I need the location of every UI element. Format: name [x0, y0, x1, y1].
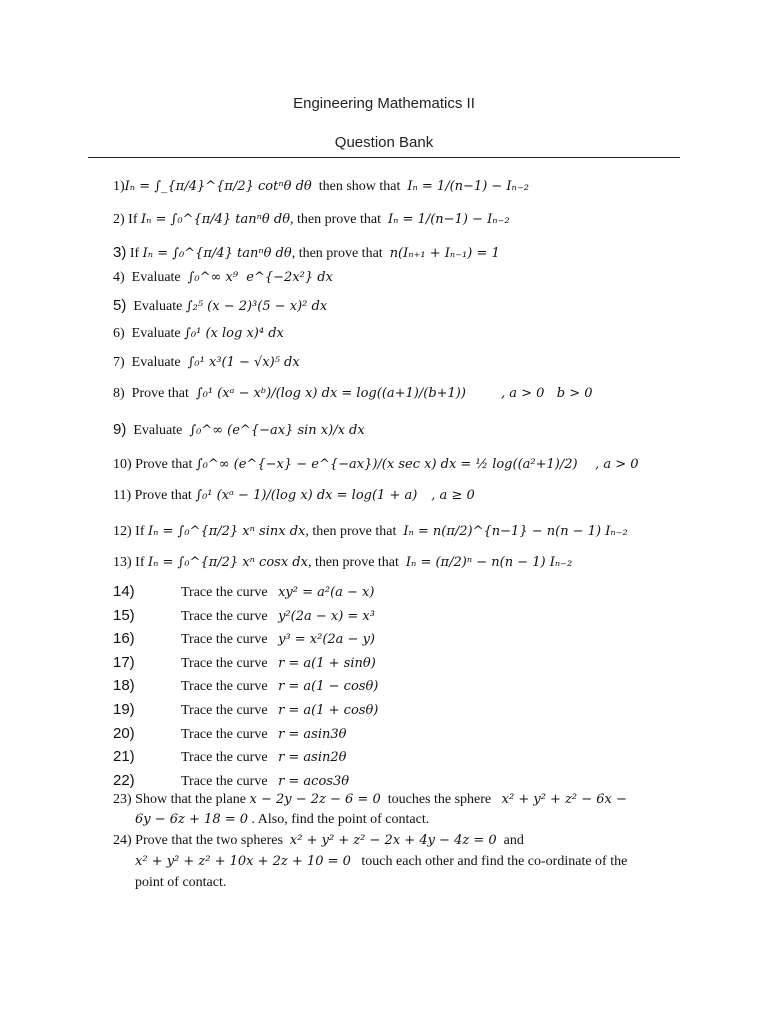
question-21 [113, 747, 346, 768]
question-18 [113, 676, 378, 697]
question-7 [113, 353, 673, 373]
question-13 [113, 553, 673, 573]
trace-label: Trace the curve [181, 774, 268, 789]
math-expression: Iₙ = ∫₀^{π/4} tanⁿθ dθ [142, 246, 292, 261]
question-text: Prove that [124, 386, 196, 401]
sphere-equation: x² + y² + z² − 6x − [501, 792, 627, 807]
spacer [268, 679, 279, 694]
spacer [268, 609, 279, 624]
math-expression: Iₙ = ∫₀^{π/4} tanⁿθ dθ [141, 212, 291, 227]
question-number: 2) [113, 212, 125, 227]
math-expression: Iₙ = ∫₀^{π/2} xⁿ sinx dx [148, 524, 306, 539]
question-number: 5) [113, 297, 127, 314]
question-2 [113, 210, 673, 230]
question-number: 19) [113, 701, 135, 718]
question-text: then show that [311, 179, 408, 194]
question-text: , then prove that [291, 246, 390, 261]
math-expression: Iₙ = ∫₀^{π/2} xⁿ cosx dx [148, 555, 308, 570]
math-expression: n(Iₙ₊₁ + Iₙ₋₁) = 1 [389, 246, 500, 261]
question-number: 13) [113, 555, 132, 570]
question-number: 18) [113, 677, 135, 694]
question-text: Prove that [131, 488, 196, 503]
curve-equation: y²(2a − x) = x³ [278, 609, 375, 624]
spacer [268, 750, 279, 765]
question-number: 7) [113, 355, 125, 370]
question-text: , then prove that [305, 524, 404, 539]
question-number: 23) [113, 792, 132, 807]
question-17 [113, 653, 376, 674]
math-expression: ∫₀^∞ (e^{−ax} sin x)/x dx [189, 423, 365, 438]
trace-label: Trace the curve [181, 585, 268, 600]
spacer [268, 774, 279, 789]
title-rule [88, 157, 680, 158]
question-text: Evaluate [124, 355, 188, 370]
page-subtitle: Question Bank [334, 134, 434, 151]
question-number: 24) [113, 833, 132, 848]
curve-equation: r = acos3θ [278, 774, 350, 789]
question-15 [113, 606, 375, 627]
question-22 [113, 771, 349, 792]
curve-equation: r = a(1 + sinθ) [278, 656, 376, 671]
spacer [268, 703, 279, 718]
question-text: , then prove that [307, 555, 406, 570]
question-number: 17) [113, 654, 135, 671]
trace-label: Trace the curve [181, 609, 268, 624]
question-number: 1) [113, 179, 125, 194]
sphere-equation: x² + y² + z² + 10x + 2z + 10 = 0 [135, 854, 351, 869]
spacer [268, 632, 279, 647]
math-expression: ∫₀^∞ (e^{−x} − e^{−ax})/(x sec x) dx = ½ log((a²+1)/2) [195, 457, 578, 472]
question-number: 21) [113, 748, 135, 765]
question-text [466, 386, 501, 401]
trace-label: Trace the curve [181, 727, 268, 742]
trace-label: Trace the curve [181, 750, 268, 765]
question-text: Show that the plane [131, 792, 250, 807]
question-12 [113, 522, 673, 542]
sphere-equation: x² + y² + z² − 2x + 4y − 4z = 0 [289, 833, 497, 848]
math-expression: Iₙ = ∫_{π/4}^{π/2} cotⁿθ dθ [124, 179, 312, 194]
question-text: , then prove that [290, 212, 389, 227]
spacer [268, 656, 279, 671]
question-number: 12) [113, 524, 132, 539]
question-11 [113, 486, 673, 506]
question-text: If [131, 524, 148, 539]
spacer [268, 727, 279, 742]
question-number: 15) [113, 607, 135, 624]
question-text: Prove that the two spheres [131, 833, 290, 848]
curve-equation: r = asin3θ [278, 727, 347, 742]
math-expression: , a > 0 [595, 457, 639, 472]
question-text: Evaluate [124, 326, 185, 341]
question-number: 6) [113, 326, 125, 341]
question-number: 11) [113, 488, 132, 503]
question-19 [113, 700, 378, 721]
curve-equation: r = a(1 + cosθ) [278, 703, 379, 718]
question-number: 20) [113, 725, 135, 742]
question-number: 4) [113, 270, 125, 285]
math-expression: ∫₂⁵ (x − 2)³(5 − x)² dx [185, 299, 328, 314]
question-text: If [131, 555, 148, 570]
question-text: . Also, find the point of contact. [248, 812, 430, 827]
question-number: 14) [113, 583, 135, 600]
question-16 [113, 629, 375, 650]
question-number: 9) [113, 421, 127, 438]
question-number: 16) [113, 630, 135, 647]
question-14 [113, 582, 374, 603]
question-20 [113, 724, 346, 745]
math-expression: Iₙ = (π/2)ⁿ − n(n − 1) Iₙ₋₂ [405, 555, 573, 570]
question-text [417, 488, 431, 503]
question-8 [113, 384, 673, 404]
sphere-equation-continued: 6y − 6z + 18 = 0 [135, 812, 249, 827]
math-expression: ∫₀¹ (x log x)⁴ dx [184, 326, 284, 341]
question-1 [113, 177, 673, 197]
question-9 [113, 420, 673, 441]
question-6 [113, 324, 673, 344]
question-text: and [496, 833, 524, 848]
question-number: 8) [113, 386, 125, 401]
trace-label: Trace the curve [181, 703, 268, 718]
curve-equation: xy² = a²(a − x) [278, 585, 375, 600]
question-text: Evaluate [124, 270, 188, 285]
question-10 [113, 455, 673, 475]
curve-equation: y³ = x²(2a − y) [278, 632, 375, 647]
math-expression: ∫₀^∞ x⁹ e^{−2x²} dx [187, 270, 333, 285]
curve-equation: r = asin2θ [278, 750, 347, 765]
trace-label: Trace the curve [181, 656, 268, 671]
spacer [268, 585, 279, 600]
question-text: If [126, 246, 143, 261]
math-expression: Iₙ = 1/(n−1) − Iₙ₋₂ [388, 212, 510, 227]
question-text: touches the sphere [380, 792, 502, 807]
trace-label: Trace the curve [181, 679, 268, 694]
question-number: 22) [113, 772, 135, 789]
plane-equation: x − 2y − 2z − 6 = 0 [249, 792, 381, 807]
question-number: 3) [113, 244, 127, 261]
question-3 [113, 243, 673, 264]
question-text: point of contact. [135, 875, 227, 890]
math-expression: ∫₀¹ x³(1 − √x)⁵ dx [187, 355, 300, 370]
math-expression: ∫₀¹ (xᵃ − 1)/(log x) dx = log(1 + a) [195, 488, 418, 503]
question-text: Evaluate [126, 423, 190, 438]
question-text: If [124, 212, 141, 227]
question-text: Prove that [131, 457, 196, 472]
math-expression: , a ≥ 0 [431, 488, 475, 503]
page-title: Engineering Mathematics II [293, 95, 475, 112]
math-expression: Iₙ = n(π/2)^{n−1} − n(n − 1) Iₙ₋₂ [403, 524, 628, 539]
question-5 [113, 296, 673, 317]
question-number: 10) [113, 457, 132, 472]
question-text: Evaluate [126, 299, 186, 314]
math-expression: ∫₀¹ (xᵃ − xᵇ)/(log x) dx = log((a+1)/(b+1)) [195, 386, 466, 401]
math-expression: Iₙ = 1/(n−1) − Iₙ₋₂ [407, 179, 529, 194]
curve-equation: r = a(1 − cosθ) [278, 679, 379, 694]
question-text [578, 457, 596, 472]
math-expression: , a > 0 b > 0 [500, 386, 593, 401]
trace-label: Trace the curve [181, 632, 268, 647]
question-4 [113, 268, 673, 288]
question-text: touch each other and find the co-ordinate of the [350, 854, 628, 869]
